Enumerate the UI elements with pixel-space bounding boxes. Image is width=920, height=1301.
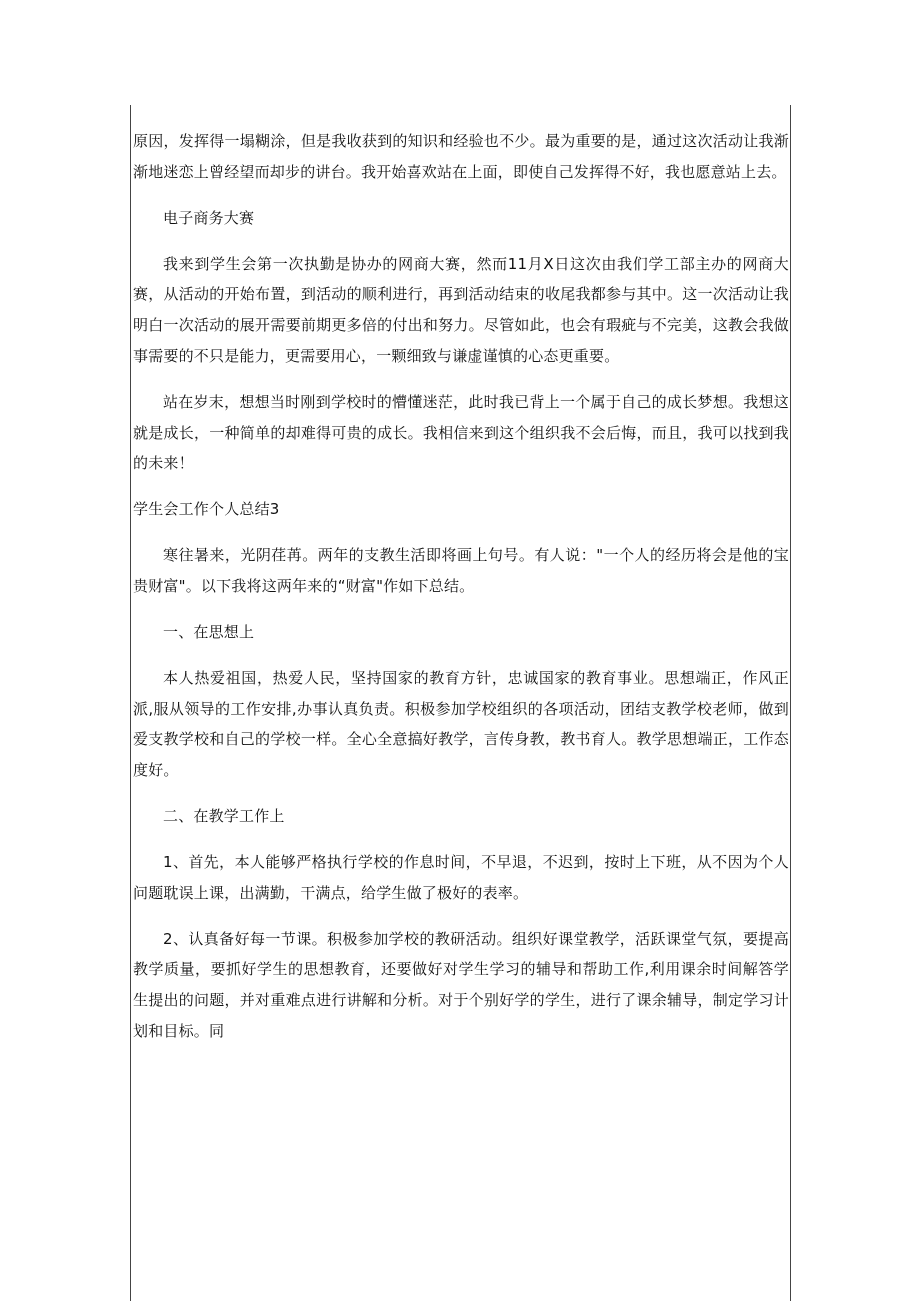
paragraph-continuation: 原因，发挥得一塌糊涂，但是我收获到的知识和经验也不少。最为重要的是，通过这次活动让我渐渐地迷恋上曾经望而却步的讲台。我开始喜欢站在上面，即使自己发挥得不好，我也愿意站上去。 xyxy=(133,132,789,181)
section-heading-thought: 一、在思想上 xyxy=(163,622,255,641)
left-margin-rule xyxy=(130,105,131,1301)
section-heading-teaching: 二、在教学工作上 xyxy=(163,807,285,826)
paragraph: 我来到学生会第一次执勤是协办的网商大赛，然而11月X日这次由我们学工部主办的网商大赛，从活动的开始布置，到活动的顺利进行，再到活动结束的收尾我都参与其中。这一次活动让我明白一次活动的展开需要前期更多倍的付出和努力。尽管如此，也会有瑕疵与不完美，这教会我做事需要的不只是能力，更需要用心，一颗细致与谦虚谨慎的心态更重要。 xyxy=(133,254,789,365)
list-item: 1、首先，本人能够严格执行学校的作息时间，不早退，不迟到，按时上下班，从不因为个人问题耽误上课，出满勤，干满点，给学生做了极好的表率。 xyxy=(133,853,789,902)
section-heading-ecommerce: 电子商务大赛 xyxy=(163,208,255,227)
document-body xyxy=(133,126,789,1062)
right-margin-rule xyxy=(790,105,791,1301)
document-title: 学生会工作个人总结3 xyxy=(133,500,280,519)
paragraph: 寒往暑来，光阴荏苒。两年的支教生活即将画上句号。有人说："一个人的经历将会是他的宝贵财富"。以下我将这两年来的“财富"作如下总结。 xyxy=(133,546,789,595)
paragraph: 本人热爱祖国，热爱人民，坚持国家的教育方针，忠诚国家的教育事业。思想端正，作风正派,服从领导的工作安排,办事认真负责。积极参加学校组织的各项活动，团结支教学校老师，做到爱支教学校和自己的学校一样。全心全意搞好教学，言传身教，教书育人。教学思想端正，工作态度好。 xyxy=(133,668,789,780)
list-item: 2、认真备好每一节课。积极参加学校的教研活动。组织好课堂教学，活跃课堂气氛，要提高教学质量，要抓好学生的思想教育，还要做好对学生学习的辅导和帮助工作,利用课余时间解答学生提出的问题，并对重难点进行讲解和分析。对于个别好学的学生，进行了课余辅导，制定学习计划和目标。同 xyxy=(133,929,789,1040)
paragraph: 站在岁末，想想当时刚到学校时的懵懂迷茫，此时我已背上一个属于自己的成长梦想。我想这就是成长，一种简单的却难得可贵的成长。我相信来到这个组织我不会后悔，而且，我可以找到我的未来！ xyxy=(133,392,789,473)
